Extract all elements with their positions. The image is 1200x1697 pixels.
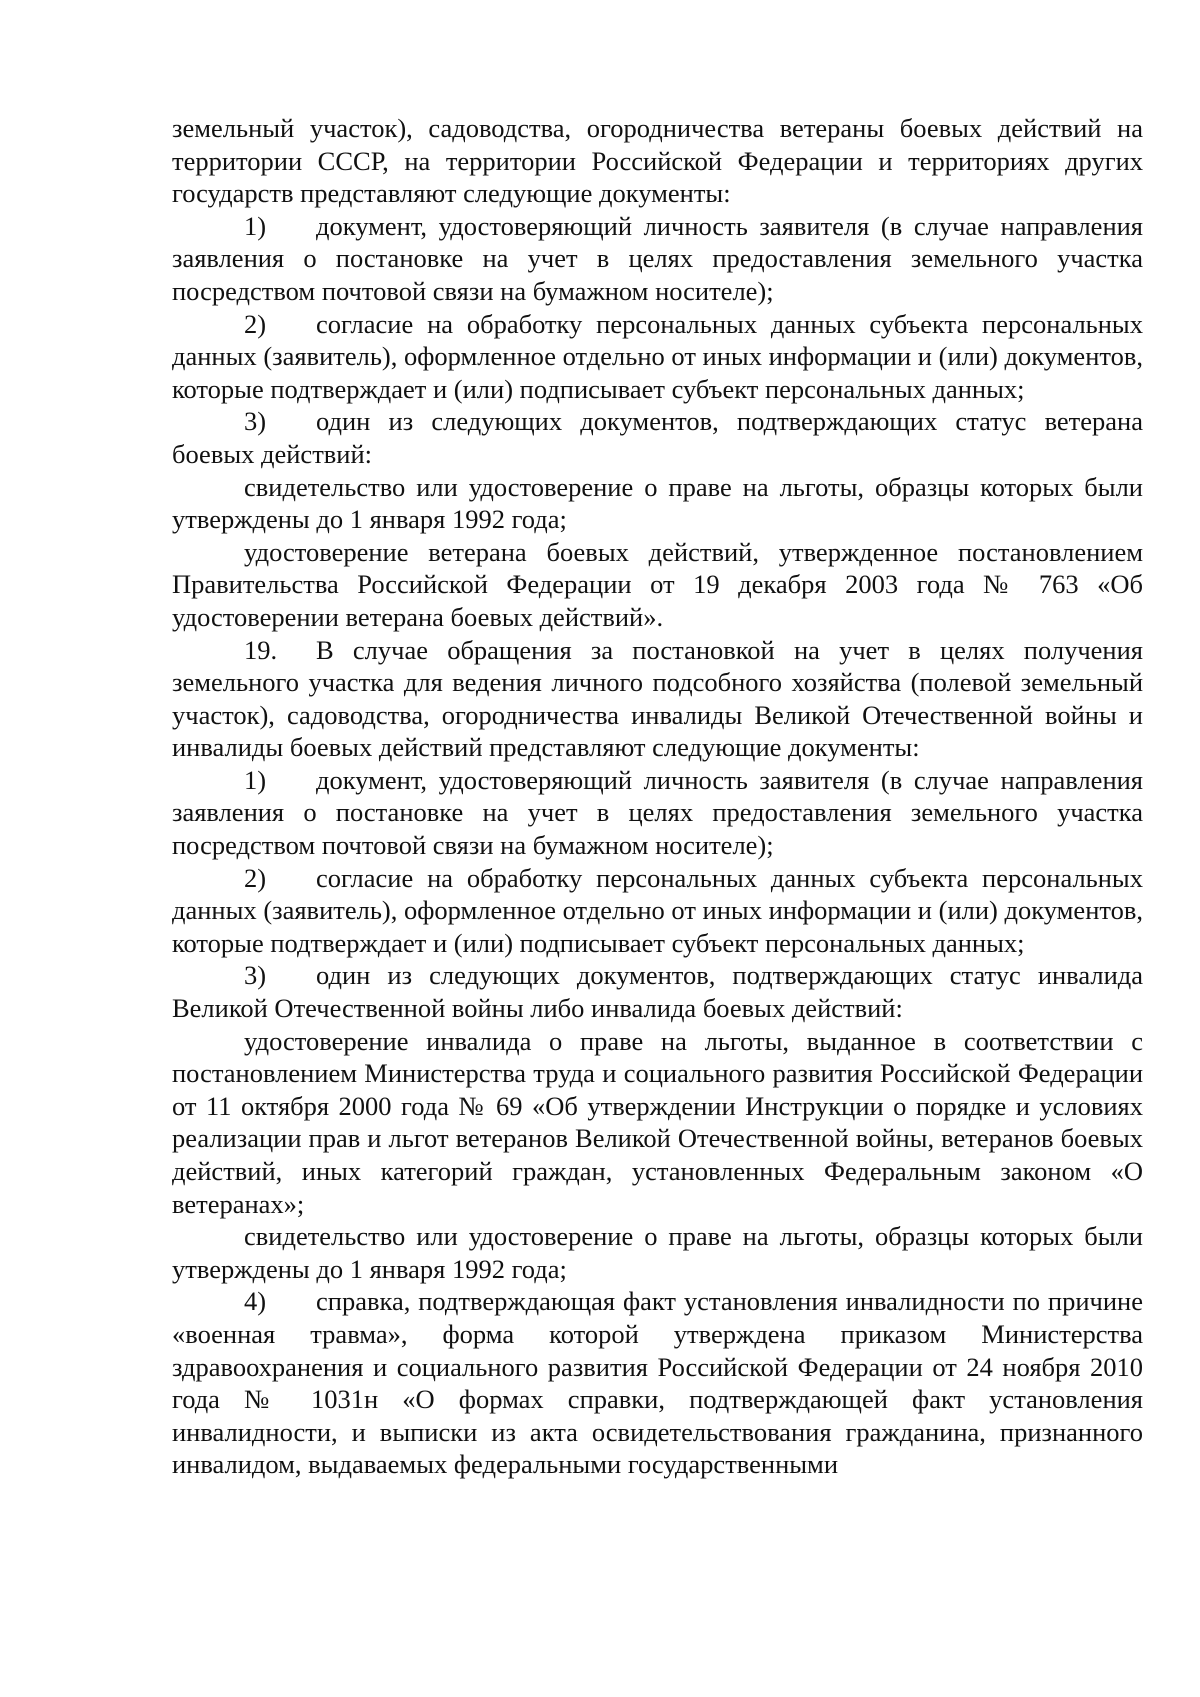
item-number: 19. (244, 634, 278, 665)
item-number: 2) (244, 862, 267, 893)
item-number: 3) (244, 406, 267, 437)
document-page (172, 112, 1143, 1481)
paragraph-3 (172, 405, 1143, 470)
paragraph-0 (172, 112, 1143, 210)
paragraph-5 (172, 536, 1143, 634)
paragraph-text: документ, удостоверяющий личность заявителя (в случае направления заявления о постановке на учет в целях предоставления земельного участка посредством почтовой связи на бумажном носителе); (172, 210, 1143, 306)
paragraph-text: земельный участок), садоводства, огородничества ветераны боевых действий на территории СССР, на территории Российской Федерации и территориях других государств представляют следующие документы: (172, 113, 1143, 209)
paragraph-2 (172, 308, 1143, 406)
paragraph-12 (172, 1285, 1143, 1481)
paragraph-11 (172, 1220, 1143, 1285)
paragraph-text: согласие на обработку персональных данных субъекта персональных данных (заявитель), оформленное отдельно от иных информации и (или) документов, которые подтверждает и (или) подписывает субъект персональных данных; (172, 308, 1143, 404)
item-number: 1) (244, 210, 267, 241)
paragraph-text: документ, удостоверяющий личность заявителя (в случае направления заявления о постановке на учет в целях предоставления земельного участка посредством почтовой связи на бумажном носителе); (172, 764, 1143, 861)
paragraph-text: справка, подтверждающая факт установления инвалидности по причине «военная травма», форма которой утверждена приказом Министерства здравоохранения и социального развития Российской Федерации от 24 ноября 2010 года № 1031н «О формах справки, подтверждающей факт установления инвалидности, и выписки из акта освидетельствования гражданина, признанного инвалидом, выдаваемых федеральными государственными (172, 1286, 1143, 1480)
paragraph-text: В случае обращения за постановкой на учет в целях получения земельного участка для ведения личного подсобного хозяйства (полевой земельный участок), садоводства, огородничества инвалиды Великой Отечественной войны и инвалиды боевых действий представляют следующие документы: (172, 634, 1143, 763)
paragraph-text: один из следующих документов, подтверждающих статус инвалида Великой Отечественной войны либо инвалида боевых действий: (172, 960, 1143, 1024)
paragraph-text: один из следующих документов, подтверждающих статус ветерана боевых действий: (172, 406, 1143, 469)
paragraph-text: удостоверение инвалида о праве на льготы, выданное в соответствии с постановлением Министерства труда и социального развития Российской Федерации от 11 октября 2000 года № 69 «Об утверждении Инструкции о порядке и условиях реализации прав и льгот ветеранов Великой Отечественной войны, ветеранов боевых действий, иных категорий граждан, установленных Федеральным законом «О ветеранах»; (172, 1025, 1143, 1219)
item-number: 3) (244, 960, 267, 991)
paragraph-9 (172, 959, 1143, 1024)
paragraph-6 (172, 634, 1143, 764)
paragraph-text: удостоверение ветерана боевых действий, утвержденное постановлением Правительства Российской Федерации от 19 декабря 2003 года № 763 «Об удостоверении ветерана боевых действий». (172, 536, 1143, 632)
paragraph-4 (172, 471, 1143, 536)
paragraph-text: свидетельство или удостоверение о праве на льготы, образцы которых были утверждены до 1 января 1992 года; (172, 471, 1143, 535)
paragraph-10 (172, 1025, 1143, 1221)
item-number: 4) (244, 1286, 267, 1317)
paragraph-text: согласие на обработку персональных данных субъекта персональных данных (заявитель), оформленное отдельно от иных информации и (или) документов, которые подтверждает и (или) подписывает субъект персональных данных; (172, 862, 1143, 958)
paragraph-text: свидетельство или удостоверение о праве на льготы, образцы которых были утверждены до 1 января 1992 года; (172, 1221, 1143, 1284)
item-number: 2) (244, 308, 267, 339)
paragraph-7 (172, 764, 1143, 862)
item-number: 1) (244, 764, 267, 795)
paragraph-1 (172, 210, 1143, 308)
paragraph-8 (172, 862, 1143, 960)
